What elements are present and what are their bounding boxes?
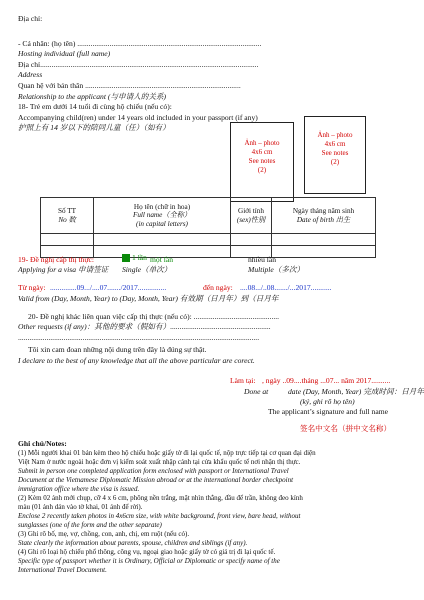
sign-en: The applicant’s signature and full name: [268, 407, 388, 416]
photo-1-line1: Ảnh – photo: [244, 139, 280, 147]
other-requests-en: Other requests (if any)：其他的要求（假如有）.....................................................: [18, 322, 271, 331]
table-cell[interactable]: [272, 234, 376, 246]
note-4-vi: (4) Ghi rõ loại hộ chiếu phổ thông, công vụ, ngoại giao hoặc giấy tờ có giá trị đi lại quốc tế.: [18, 548, 276, 556]
col-fullname-vi: Họ tên (chữ in hoa): [133, 202, 191, 211]
hosting-address-en: Address: [18, 70, 43, 79]
note-2-en-2: sunglasses (one of the form and the other separate): [18, 521, 162, 529]
photo-2-line2: 4x6 cm: [324, 140, 346, 148]
table-cell[interactable]: [94, 234, 231, 246]
checked-box-icon: [122, 254, 130, 262]
sign-zh: 签名中文名（拼中文名称）: [300, 424, 392, 433]
children-title-zh: 护照上有 14 岁以下的陪同儿童（任）（如有）: [18, 123, 170, 132]
table-row[interactable]: [41, 234, 376, 246]
photo-2-line4: (2): [330, 158, 340, 166]
hosting-name-en: Hosting individual (full name): [18, 49, 111, 58]
col-sex: [231, 198, 272, 234]
single-mark: 1 lần: [132, 253, 147, 262]
col-sex-vi: Giới tính: [238, 207, 264, 215]
done-at-en: Done at: [244, 387, 269, 396]
address-label: Địa chỉ:: [18, 14, 43, 23]
col-fullname-en2: (in capital letters): [136, 219, 188, 228]
single-vi: một lần: [150, 255, 173, 264]
multiple-en: Multiple（多次）: [248, 265, 305, 274]
col-no: [41, 198, 94, 234]
col-dob-vi: Ngày tháng năm sinh: [292, 207, 355, 215]
photo-2-line1: Ảnh – photo: [317, 131, 353, 139]
note-2-en-1: Enclose 2 recently taken photos in 4x6cm size, with white background, front view, bare head, without: [18, 512, 301, 520]
visa-label-en: Applying for a visa 申请签证: [18, 265, 109, 274]
table-cell[interactable]: [41, 234, 94, 246]
notes-title: Ghi chú/Notes:: [18, 439, 67, 448]
col-dob-en: Date of birth 出生: [296, 215, 351, 224]
children-title-en: Accompanying child(ren) under 14 years old included in your passport (if any): [18, 113, 258, 122]
col-no-en: No 数: [58, 215, 76, 224]
note-1-en-3: immigration office where the visa is issued.: [18, 485, 140, 493]
relationship-field[interactable]: Quan hệ với bản thân ..................................................................................: [18, 81, 241, 90]
from-date-value[interactable]: ..............09.../....07......./2017...............: [50, 283, 167, 292]
photo-2-line3: See notes: [321, 149, 349, 157]
note-4-en-2: International Travel Document.: [18, 566, 107, 574]
table-cell[interactable]: [272, 246, 376, 258]
declaration-en: I declare to the best of any knowledge that all the above particular are corect.: [18, 356, 255, 365]
photo-box-2: [304, 116, 366, 194]
note-1-en-2: Document at the Vietnamese Diplomatic Mission abroad or at the international border checkpoint: [18, 476, 294, 484]
visa-label-vi: 19- Đề nghị cấp thị thực:: [18, 255, 95, 264]
children-title-vi: 18- Trẻ em dưới 14 tuổi đi cùng hộ chiếu (nếu có):: [18, 102, 172, 111]
to-date-label: đến ngày:: [203, 283, 233, 292]
table-cell[interactable]: [231, 234, 272, 246]
single-en: Single（单次）: [122, 265, 172, 274]
note-1-vi-1: (1) Mỗi người khai 01 bản kèm theo hộ chiếu hoặc giấy tờ đi lại quốc tế, nộp trực tiếp tại cơ quan đại diện: [18, 449, 316, 457]
sign-vi: (ký, ghi rõ họ tên): [300, 397, 355, 406]
valid-dates-en: Valid from (Day, Month, Year) to (Day, Month, Year) 有效期（日月年）到（日月年: [18, 294, 279, 303]
photo-1-line3: See notes: [248, 157, 276, 165]
children-table-header: [41, 198, 376, 234]
note-3-en: State clearly the information about parents, spouse, children and siblings (if any).: [18, 539, 248, 547]
col-sex-en: (sex)性别: [236, 215, 266, 224]
other-requests-vi[interactable]: 20- Đề nghị khác liên quan việc cấp thị thực (nếu có): .............................................: [28, 312, 280, 321]
other-requests-dots[interactable]: ...............................................................................................................................: [18, 333, 260, 342]
col-dob: [272, 198, 376, 234]
photo-box-1: [230, 122, 294, 202]
sign-date-en: date (Day, Month, Year) 完成时间：日月年: [288, 387, 424, 396]
hosting-name-field[interactable]: - Cá nhân: (họ tên) .................................................................................................: [18, 39, 262, 48]
col-no-vi: Số TT: [57, 207, 77, 215]
children-table: [40, 197, 376, 258]
relationship-en: Relationship to the applicant (与申请人的关系): [18, 92, 167, 101]
note-2-vi-1: (2) Kèm 02 ảnh mới chụp, cỡ 4 x 6 cm, phông nền trắng, mặt nhìn thẳng, đầu để trần, không đeo kính: [18, 494, 303, 502]
to-date-value[interactable]: ....08.../..08......./...2017...........: [240, 283, 332, 292]
from-date-label: Từ ngày:: [18, 283, 46, 292]
col-fullname-en: Full name（全称）: [132, 211, 192, 220]
multiple-vi[interactable]: nhiều lần: [248, 255, 277, 264]
sign-date-vi[interactable]: , ngày ..09....tháng ...07... năm 2017..........: [262, 376, 391, 385]
single-checkbox[interactable]: [122, 253, 147, 262]
note-2-vi-2: màu (01 ảnh dán vào tờ khai, 01 ảnh để rời).: [18, 503, 143, 511]
note-3-vi: (3) Ghi rõ bố, mẹ, vợ, chồng, con, anh, chị, em ruột (nếu có).: [18, 530, 190, 538]
note-1-en-1: Submit in person one completed application form enclosed with passport or International Travel: [18, 467, 289, 475]
declaration-vi: Tôi xin cam đoan những nội dung trên đây là đúng sự thật.: [28, 345, 207, 354]
col-fullname: [94, 198, 231, 234]
note-1-vi-2: Việt Nam ở nước ngoài hoặc đơn vị kiểm soát xuất nhập cảnh tại cửa khẩu quốc tế nơi nhận thị thực.: [18, 458, 301, 466]
hosting-address-field[interactable]: Địa chỉ...................................................................................................................: [18, 60, 259, 69]
note-4-en-1: Specific type of passport whether it is Ordinary, Official or Diplomatic or specify name of the: [18, 557, 280, 565]
done-at-vi: Làm tại:: [230, 376, 256, 385]
photo-1-line4: (2): [257, 166, 267, 174]
photo-1-line2: 4x6 cm: [251, 148, 273, 156]
